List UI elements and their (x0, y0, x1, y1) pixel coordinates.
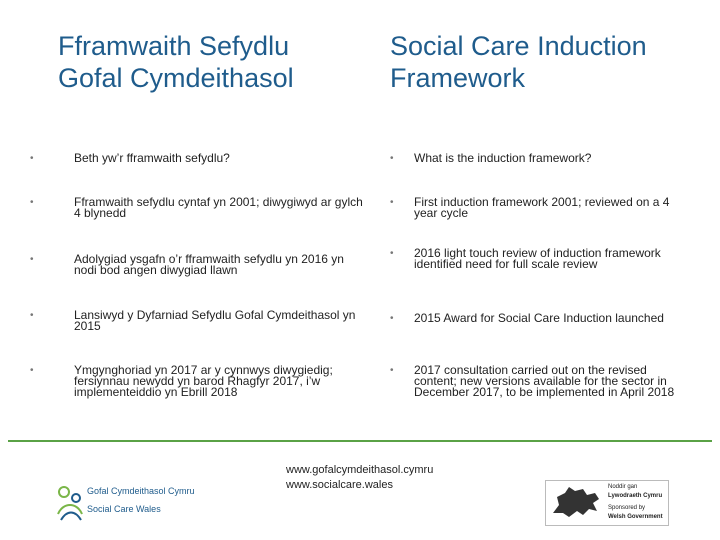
english-title: Social Care Induction Framework (390, 31, 647, 93)
footer-urls (286, 463, 433, 493)
bullet-text: First induction framework 2001; reviewed on a 4 year cycle (414, 195, 670, 220)
welsh-government-logo (545, 480, 669, 526)
social-care-wales-logo (55, 484, 215, 524)
url-welsh-link[interactable]: www.gofalcymdeithasol.cymru (286, 464, 434, 476)
bullet-marker: • (390, 197, 394, 208)
bullet-marker: • (390, 153, 394, 164)
bullet-text: 2017 consultation carried out on the revised content; new versions available for the sector in December 2017, to be implemented in April 2018 (414, 363, 675, 399)
logo-right-line4: Welsh Government (608, 514, 663, 520)
logo-right-line2: Lywodraeth Cymru (608, 493, 663, 499)
bullet-text: 2016 light touch review of induction framework identified need for full scale review (414, 246, 661, 271)
footer-divider (8, 440, 712, 442)
url-english-link[interactable]: www.socialcare.wales (286, 479, 393, 491)
bullet-text: What is the induction framework? (414, 151, 592, 165)
bullet-text: 2015 Award for Social Care Induction launched (414, 311, 664, 325)
bullet-text: Adolygiad ysgafn o’r fframwaith sefydlu yn 2016 yn nodi bod angen diwygiad llawn (74, 252, 344, 277)
list-item (390, 197, 690, 219)
bullet-marker: • (30, 310, 34, 321)
bullet-marker: • (390, 313, 394, 324)
list-item (390, 365, 690, 398)
logo-text-welsh: Gofal Cymdeithasol Cymru (87, 486, 195, 496)
bullet-text: Lansiwyd y Dyfarniad Sefydlu Gofal Cymdeithasol yn 2015 (74, 308, 356, 333)
social-care-wales-mark-icon (55, 484, 85, 524)
list-item (390, 248, 690, 270)
bullet-marker: • (30, 365, 34, 376)
list-item (30, 365, 360, 398)
bullet-text: Beth yw’r fframwaith sefydlu? (74, 151, 230, 165)
welsh-dragon-icon (549, 483, 605, 523)
bullet-marker: • (30, 254, 34, 265)
list-item (30, 254, 360, 276)
list-item (390, 153, 690, 164)
bullet-marker: • (390, 248, 394, 259)
list-item (30, 195, 363, 220)
logo-text-english: Social Care Wales (87, 504, 161, 514)
welsh-title: Fframwaith Sefydlu Gofal Cymdeithasol (58, 31, 294, 93)
logo-right-line1: Noddir gan (608, 484, 638, 490)
bullet-text: Ymgynghoriad yn 2017 ar y cynnwys diwygiedig; fersiynnau newydd yn barod Rhagfyr 2017, i’w implementeiddio yn Ebrill 2018 (74, 363, 333, 399)
list-item (390, 313, 690, 324)
logo-right-line3: Sponsored by (608, 505, 646, 511)
list-item (30, 310, 360, 332)
bullet-text: Fframwaith sefydlu cyntaf yn 2001; diwygiwyd ar gylch 4 blynedd (74, 195, 363, 220)
bullet-marker: • (390, 365, 394, 376)
bullet-marker: • (30, 153, 34, 164)
bullet-marker: • (30, 197, 34, 208)
list-item (30, 153, 360, 164)
